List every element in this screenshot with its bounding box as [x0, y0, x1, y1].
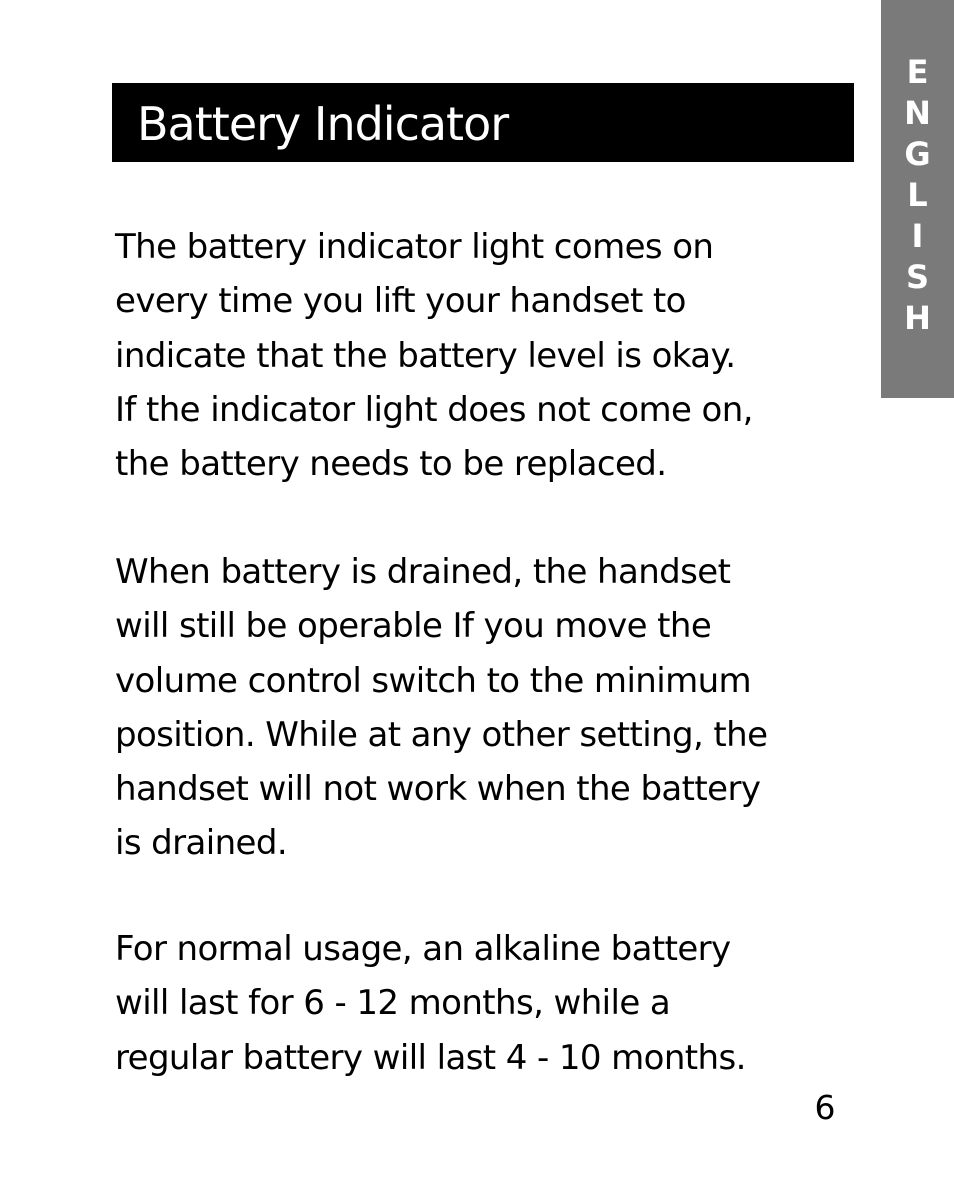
language-tab	[881, 0, 954, 398]
language-letter: E	[906, 53, 929, 91]
text-line: volume control switch to the minimum	[115, 660, 752, 701]
language-tab-label	[881, 52, 954, 339]
text-line: For normal usage, an alkaline battery	[115, 929, 731, 969]
paragraph-drained-battery	[115, 545, 767, 871]
text-line: will still be operable If you move the	[115, 606, 712, 647]
paragraph-battery-indicator	[115, 220, 753, 491]
paragraph-battery-life	[115, 922, 746, 1085]
language-letter: S	[905, 258, 930, 296]
language-letter: L	[907, 176, 928, 214]
text-line: the battery needs to be replaced.	[115, 444, 667, 485]
text-line: handset will not work when the battery	[115, 769, 761, 810]
text-line: regular battery will last 4 - 10 months.	[115, 1037, 746, 1078]
page-number: 6	[814, 1088, 836, 1127]
text-line: When battery is drained, the handset	[115, 552, 731, 592]
section-title: Battery Indicator	[137, 97, 509, 151]
language-letter: G	[904, 135, 931, 173]
text-line: every time you lift your handset to	[115, 281, 686, 322]
language-letter: I	[911, 217, 924, 255]
text-line: If the indicator light does not come on,	[115, 389, 753, 430]
text-line: is drained.	[115, 823, 288, 864]
section-title-bar	[112, 83, 854, 162]
text-line: indicate that the battery level is okay.	[115, 335, 736, 376]
text-line: position. While at any other setting, the	[115, 714, 768, 755]
text-line: will last for 6 - 12 months, while a	[115, 983, 671, 1024]
language-letter: H	[904, 299, 931, 337]
language-letter: N	[904, 94, 931, 132]
text-line: The battery indicator light comes on	[115, 227, 714, 267]
